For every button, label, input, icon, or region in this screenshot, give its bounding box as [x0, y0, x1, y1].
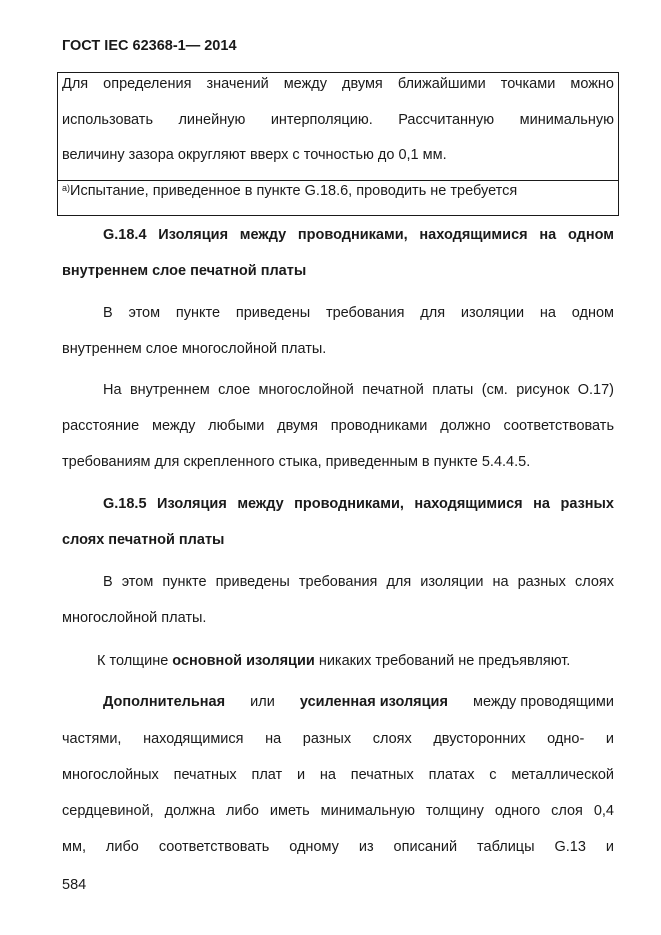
section-heading-g1885-line2: слоях печатной платы: [62, 532, 225, 548]
term-reinforced-insulation: усиленная изоляция: [299, 694, 448, 710]
para2-text-post: никаких требований не предъявляют.: [314, 653, 571, 669]
g1884-para2-line2: расстояние между любыми двумя проводниками должно соответствовать: [62, 418, 614, 434]
g1885-para3-line3: многослойных печатных плат и на печатных платах с металлической: [62, 767, 614, 783]
para3-or: или: [246, 694, 279, 710]
box-line-2: использовать линейную интерполяцию. Рассчитанную минимальную: [62, 112, 614, 128]
footnote-mark: а): [62, 183, 71, 193]
document-header: ГОСТ IEC 62368-1— 2014: [62, 38, 237, 54]
footnote-text: Испытание, приведенное в пункте G.18.6, проводить не требуется: [70, 183, 518, 199]
box-line-3: величину зазора округляют вверх с точностью до 0,1 мм.: [62, 147, 447, 163]
para3-line1-tail: между проводящими: [468, 694, 614, 710]
g1884-para1-line1: В этом пункте приведены требования для изоляции на одном: [103, 305, 614, 321]
g1885-para3-line5: мм, либо соответствовать одному из описаний таблицы G.13 и: [62, 839, 614, 855]
g1885-para1-line1: В этом пункте приведены требования для изоляции на разных слоях: [103, 574, 614, 590]
g1884-para2-line1: На внутреннем слое многослойной печатной платы (см. рисунок О.17): [103, 382, 614, 398]
para2-text-pre: К толщине: [97, 653, 173, 669]
g1885-para3-line2: частями, находящимися на разных слоях двусторонних одно- и: [62, 731, 614, 747]
section-heading-g1885-line1: G.18.5 Изоляция между проводниками, находящимися на разных: [103, 496, 614, 512]
term-supplementary: Дополнительная: [103, 694, 226, 710]
g1884-para2-line3: требованиям для скрепленного стыка, приведенным в пункте 5.4.4.5.: [62, 454, 531, 470]
g1885-para1-line2: многослойной платы.: [62, 610, 207, 626]
g1885-para3-line1: [103, 693, 614, 711]
g1885-para3-line4: сердцевиной, должна либо иметь минимальную толщину одного слоя 0,4: [62, 803, 614, 819]
page-number: 584: [62, 877, 87, 893]
para2-term-basic-insulation: основной изоляции: [172, 653, 315, 669]
box-footnote: [62, 182, 517, 200]
g1885-para2: [97, 652, 570, 670]
box-line-1: Для определения значений между двумя ближайшими точками можно: [62, 76, 614, 92]
section-heading-g1884-line2: внутреннем слое печатной платы: [62, 263, 307, 279]
table-divider: [58, 180, 618, 181]
section-heading-g1884-line1: G.18.4 Изоляция между проводниками, находящимися на одном: [103, 227, 614, 243]
g1884-para1-line2: внутреннем слое многослойной платы.: [62, 341, 327, 357]
